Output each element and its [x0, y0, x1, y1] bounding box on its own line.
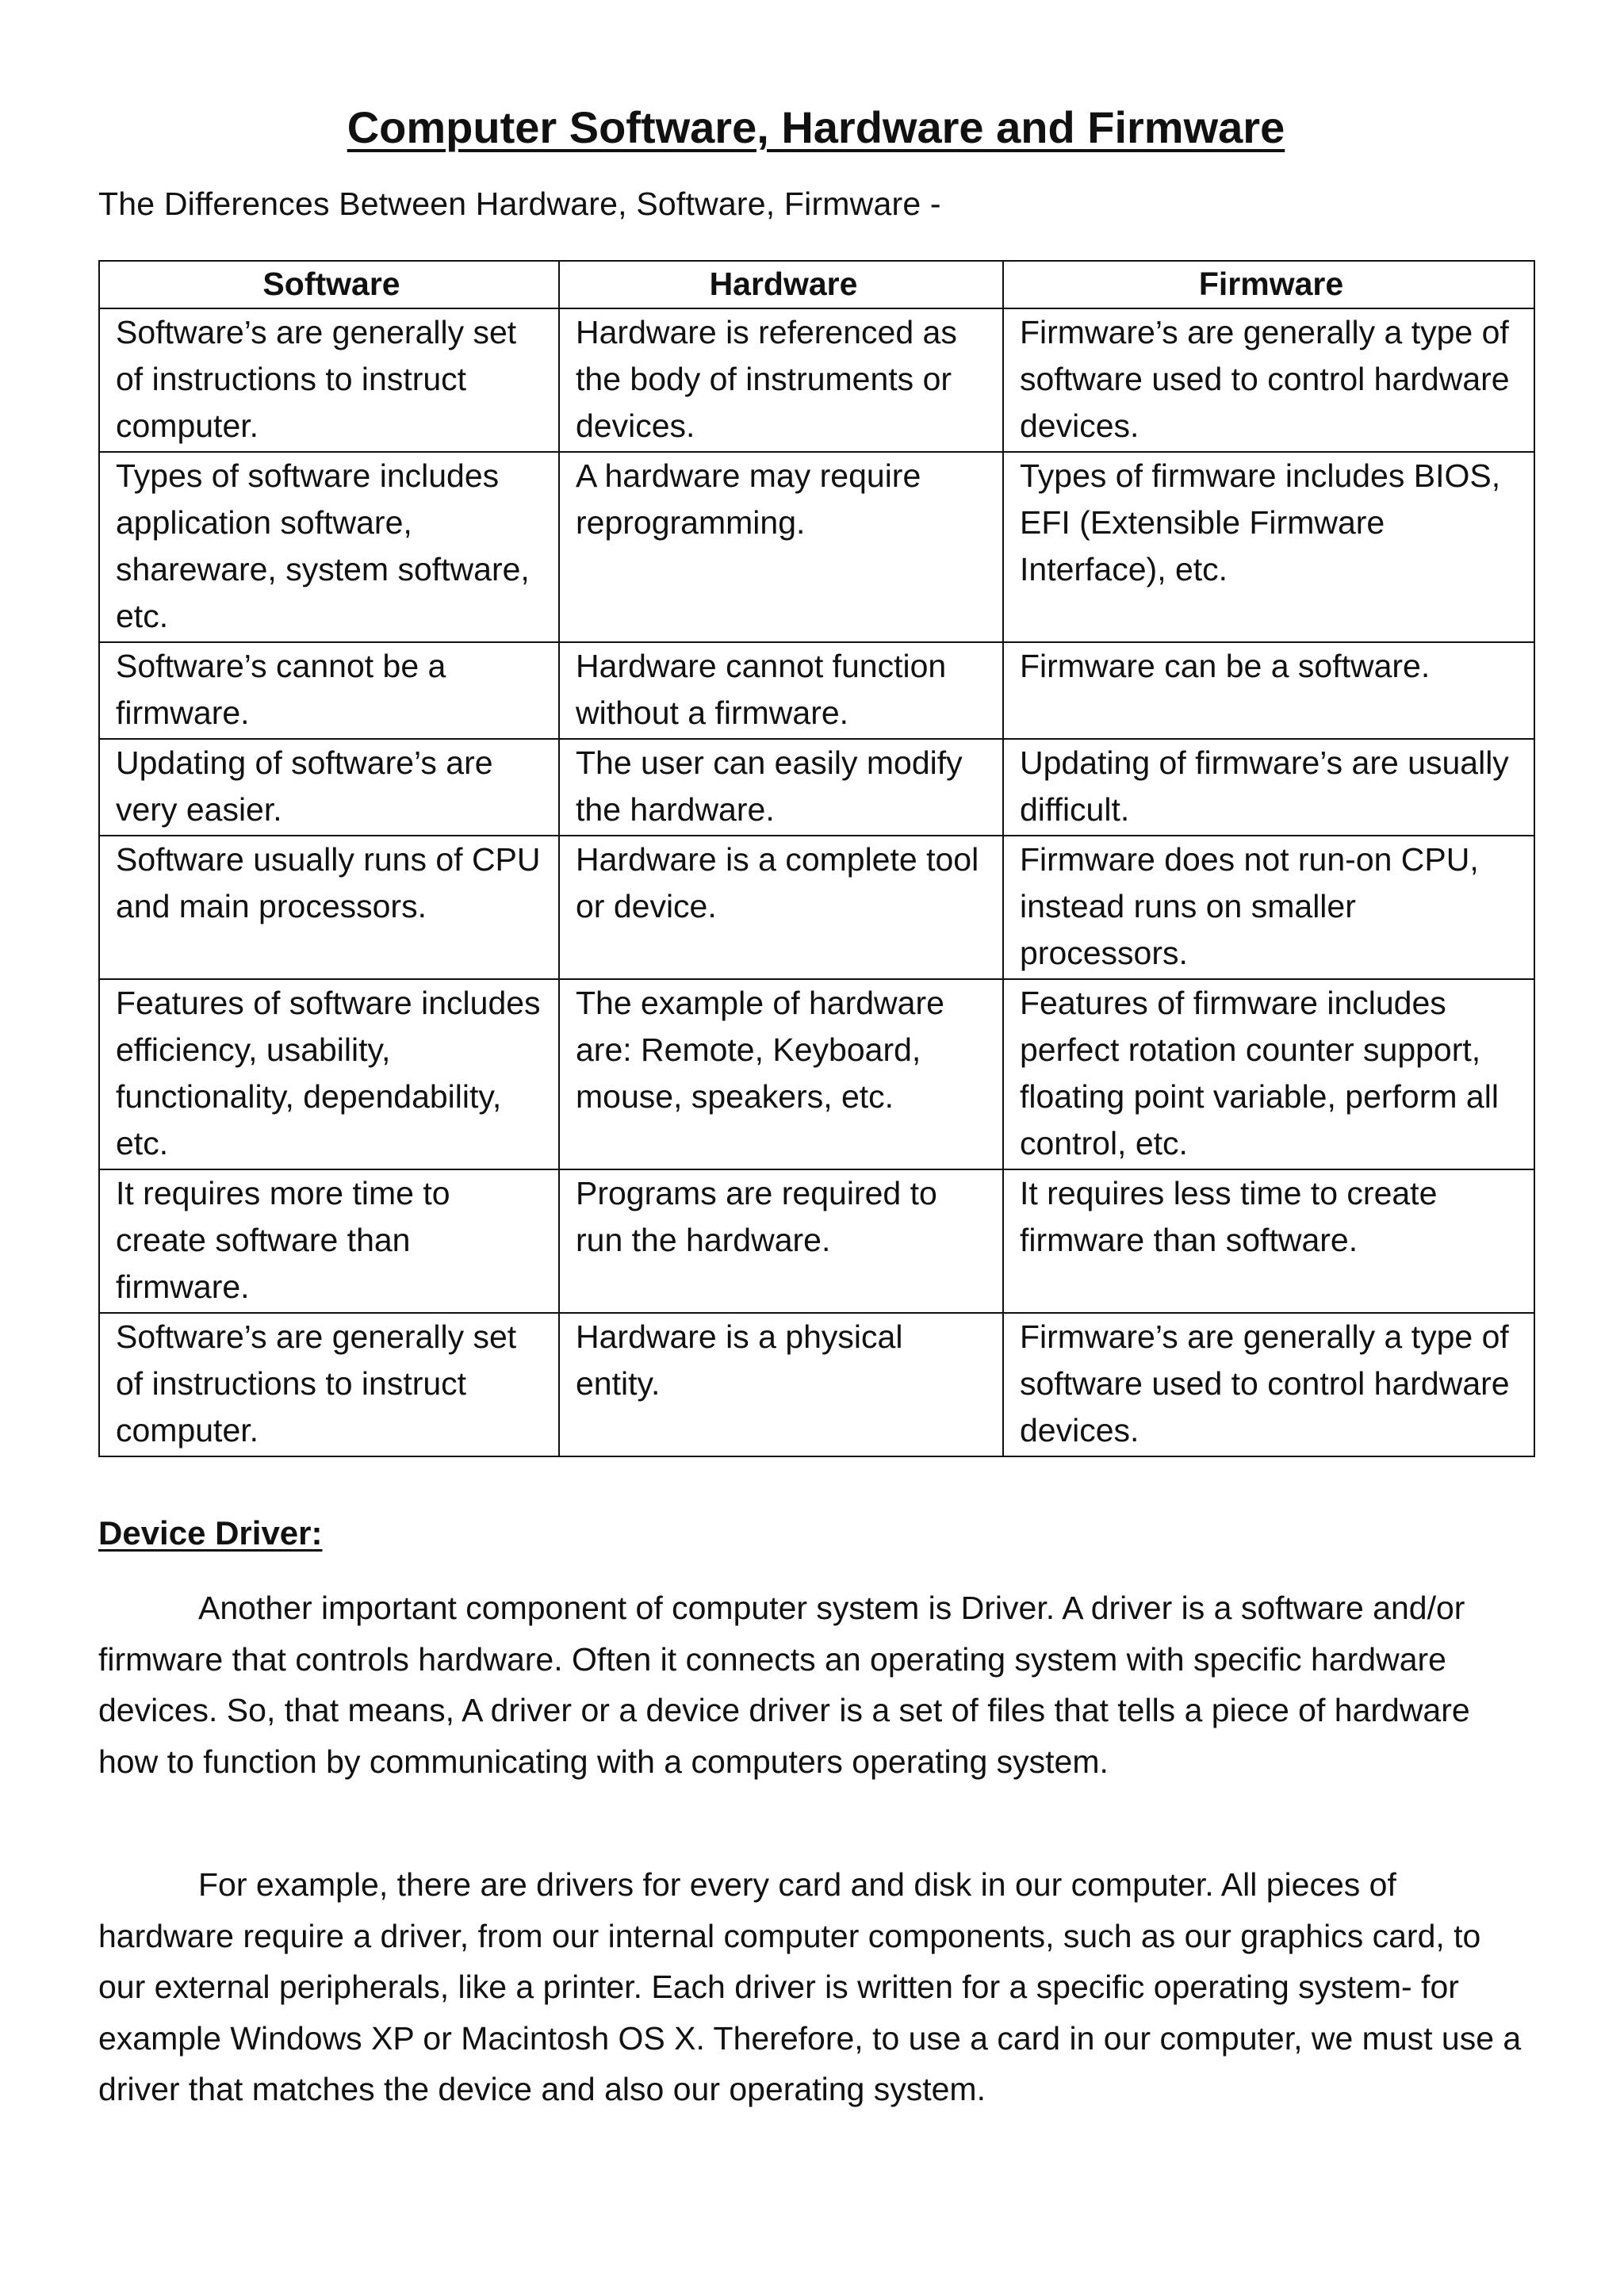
table-cell: Firmware’s are generally a type of software used to control hardware devices.	[1003, 308, 1534, 452]
table-row	[99, 739, 1534, 836]
table-cell: Updating of software’s are very easier.	[99, 739, 559, 836]
table-cell: Firmware’s are generally a type of software used to control hardware devices.	[1003, 1313, 1534, 1456]
table-cell: Software’s are generally set of instructions to instruct computer.	[99, 1313, 559, 1456]
device-driver-paragraph-1: Another important component of computer system is Driver. A driver is a software and/or firmware that controls hardware. Often it connects an operating system with specific hardware devices. So, that means, A driver or a device driver is a set of files that tells a piece of hardware how to function by communicating with a computers operating system.	[98, 1590, 1470, 1780]
table-cell: Software’s cannot be a firmware.	[99, 642, 559, 739]
table-cell: Features of firmware includes perfect rotation counter support, floating point variable, perform all control, etc.	[1003, 979, 1534, 1169]
table-row	[99, 308, 1534, 452]
table-cell: Types of firmware includes BIOS, EFI (Extensible Firmware Interface), etc.	[1003, 452, 1534, 642]
table-row	[99, 642, 1534, 739]
column-header-firmware: Firmware	[1003, 261, 1534, 308]
table-cell: Updating of firmware’s are usually difficult.	[1003, 739, 1534, 836]
table-cell: Hardware is a physical entity.	[559, 1313, 1003, 1456]
table-cell: Hardware is a complete tool or device.	[559, 836, 1003, 979]
page-subtitle: The Differences Between Hardware, Software, Firmware -	[98, 186, 941, 222]
column-header-hardware: Hardware	[559, 261, 1003, 308]
table-cell: The user can easily modify the hardware.	[559, 739, 1003, 836]
table-row	[99, 1313, 1534, 1456]
table-cell: Programs are required to run the hardware.	[559, 1169, 1003, 1313]
table-cell: The example of hardware are: Remote, Keyboard, mouse, speakers, etc.	[559, 979, 1003, 1169]
comparison-table	[98, 260, 1535, 1457]
device-driver-heading: Device Driver:	[98, 1514, 323, 1552]
table-cell: Firmware does not run-on CPU, instead runs on smaller processors.	[1003, 836, 1534, 979]
table-cell: Software usually runs of CPU and main processors.	[99, 836, 559, 979]
table-cell: Hardware cannot function without a firmware.	[559, 642, 1003, 739]
table-cell: Features of software includes efficiency, usability, functionality, dependability, etc.	[99, 979, 559, 1169]
table-cell: Hardware is referenced as the body of instruments or devices.	[559, 308, 1003, 452]
column-header-software: Software	[99, 261, 559, 308]
table-row	[99, 452, 1534, 642]
table-cell: A hardware may require reprogramming.	[559, 452, 1003, 642]
table-cell: Firmware can be a software.	[1003, 642, 1534, 739]
table-cell: Software’s are generally set of instructions to instruct computer.	[99, 308, 559, 452]
table-row	[99, 979, 1534, 1169]
page-title: Computer Software, Hardware and Firmware	[347, 102, 1285, 152]
table-row	[99, 1169, 1534, 1313]
table-header-row	[99, 261, 1534, 308]
table-cell: It requires more time to create software than firmware.	[99, 1169, 559, 1313]
table-cell: Types of software includes application software, shareware, system software, etc.	[99, 452, 559, 642]
device-driver-paragraph-2: For example, there are drivers for every card and disk in our computer. All pieces of hardware require a driver, from our internal computer components, such as our graphics card, to our external peripherals, like a printer. Each driver is written for a specific operating system- for example Windows XP or Macintosh OS X. Therefore, to use a card in our computer, we must use a driver that matches the device and also our operating system.	[98, 1866, 1522, 2107]
table-cell: It requires less time to create firmware than software.	[1003, 1169, 1534, 1313]
table-row	[99, 836, 1534, 979]
